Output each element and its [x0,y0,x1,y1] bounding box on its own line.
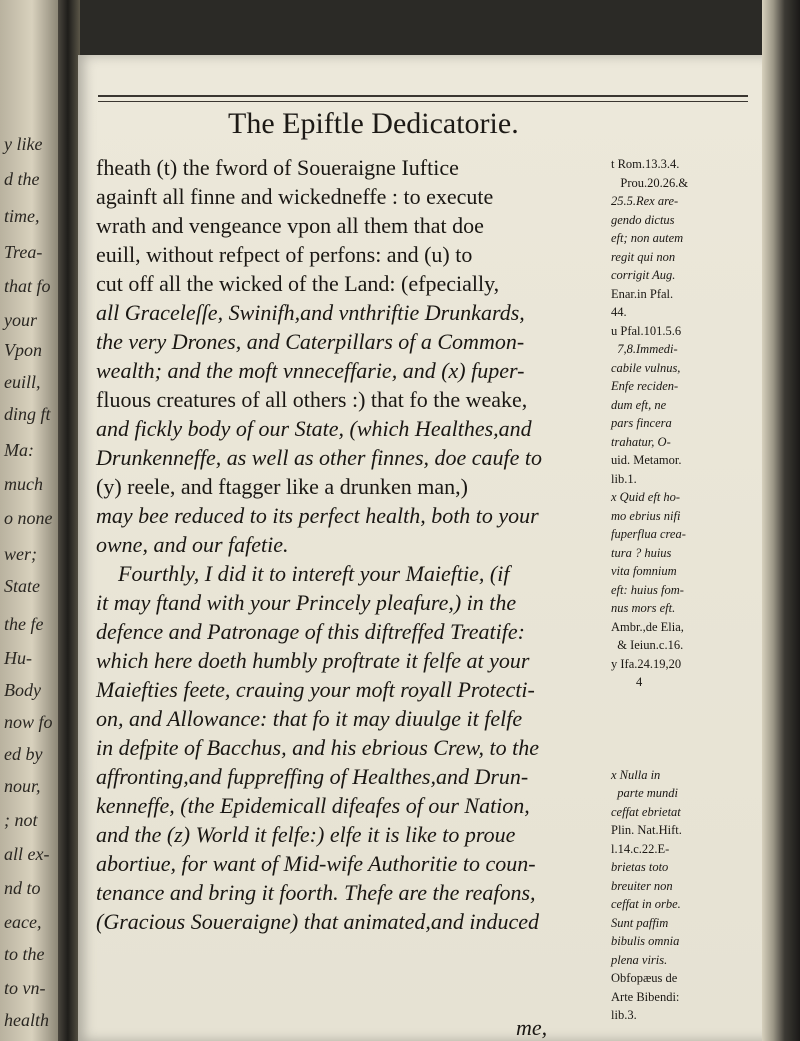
marginal-note-line: nus mors eft. [611,601,676,615]
marginal-note-line: y Ifa.24.19,20 [611,656,682,671]
marginal-note-line: cabile vulnus, [611,360,681,375]
marginal-note-line: fuperflua crea- [611,527,686,541]
marginal-note-line [611,710,761,729]
running-head: The Epiftle Dedicatorie. [228,107,519,140]
text-line: wrath and vengeance vpon all them that doe [96,213,484,238]
text-line: and the (z) World it felfe:) elfe it is like to proue [96,822,516,847]
marginal-note-line: ceffat ebrietat [611,804,681,819]
text-line: wealth; and the moft vnneceffarie, and (x) fuper- [96,358,525,383]
marginal-note-line: & Ieiun.c.16. [611,638,684,652]
facing-page-fragment: the fe [4,614,44,634]
marginal-note-line: bibulis omnia [611,934,680,948]
text-line: in defpite of Bacchus, and his ebrious Crew, to the [96,735,540,760]
marginal-note-line: l.14.c.22.E- [611,841,670,856]
facing-page-fragment: Trea- [4,242,43,262]
header-rule-thin [98,101,748,102]
marginal-note-line: vita fomnium [611,564,677,578]
marginal-note-line: t Rom.13.3.4. [611,157,680,171]
marginal-note-line: breuiter non [611,878,673,893]
catchword: me, [516,1015,548,1040]
marginal-note-line: tura ? huius [611,545,672,560]
facing-page-fragment: ding ft [4,404,51,424]
text-line: againft all finne and wickedneffe : to execute [96,184,494,209]
facing-page-fragment: Ma: [4,440,34,460]
marginal-note-line [611,747,761,766]
marginal-note-line: mo ebrius nifi [611,508,681,523]
marginal-note-line: eft: huius fom- [611,582,684,597]
facing-page-fragment: d the [4,169,40,189]
text-line: tenance and bring it foorth. Thefe are the reafons, [96,880,536,905]
marginal-note-line: plena viris. [611,952,668,967]
facing-page-fragment: Hu- [4,648,32,668]
facing-page-fragment: euill, [4,372,41,392]
text-line: kenneffe, (the Epidemicall difeafes of our Nation, [96,793,530,818]
text-line: euill, without refpect of perfons: and (u) to [96,242,473,267]
text-line: and fickly body of our State, (which Healthes,and [96,416,532,441]
facing-page-fragment: ed by [4,744,43,764]
text-line: it may ftand with your Princely pleafure,) in the [96,590,517,615]
marginal-note-line: Prou.20.26.& [611,175,689,190]
marginal-note-line: Enfe reciden- [611,379,679,393]
text-line: which here doeth humbly proftrate it felfe at your [96,648,530,673]
marginal-note-line [611,729,761,748]
facing-page-fragment: eace, [4,912,42,932]
marginal-note-line: Ambr.,de Elia, [611,619,684,634]
text-line: may bee reduced to its perfect health, both to your [96,503,539,528]
text-line: fheath (t) the fword of Soueraigne Iuftice [96,155,459,180]
marginal-note-line: 44. [611,305,627,319]
facing-page-fragment: that fo [4,276,51,296]
facing-page-fragment: y like [4,134,43,154]
facing-page-fragment: to vn- [4,978,46,998]
marginal-note-line: Sunt paffim [611,915,669,930]
text-line: the very Drones, and Caterpillars of a Common- [96,329,525,354]
marginal-note-line: corrigit Aug. [611,268,676,282]
marginal-note-line: 4 [611,675,643,689]
text-line: defence and Patronage of this diftreffed Treatife: [96,619,525,644]
marginal-note-line: parte mundi [611,786,679,800]
marginal-note-line [611,692,761,711]
main-text-block [96,153,596,936]
marginal-note-line: uid. Metamor. [611,453,682,467]
facing-page-fragment: health [4,1010,49,1030]
marginal-note-line: eft; non autem [611,231,684,245]
marginal-note-line: Enar.in Pfal. [611,286,674,301]
marginal-notes [611,155,761,1025]
facing-page-fragment: State [4,576,40,596]
text-line: affronting,and fuppreffing of Healthes,and Drun- [96,764,529,789]
marginal-note-line: gendo dictus [611,212,675,227]
text-line: on, and Allowance: that fo it may diuulge it felfe [96,706,523,731]
marginal-note-line: Obfopæus de [611,971,678,985]
marginal-note-line: trahatur, O- [611,434,671,449]
text-line: abortiue, for want of Mid-wife Authoritie to coun- [96,851,536,876]
marginal-note-line: x Nulla in [611,767,661,782]
text-line: Fourthly, I did it to intereft your Maieftie, (if [96,561,510,586]
marginal-note-line: 7,8.Immedi- [611,342,678,356]
facing-page-fragment: wer; [4,544,37,564]
facing-page-fragment: to the [4,944,45,964]
text-line: Drunkenneffe, as well as other finnes, doe caufe to [96,445,543,470]
facing-page-fragment: much [4,474,43,494]
marginal-note-line: dum eft, ne [611,397,667,412]
marginal-note-line: lib.3. [611,1008,637,1022]
text-line: owne, and our fafetie. [96,532,289,557]
book-page [78,55,768,1041]
marginal-note-line: brietas toto [611,860,669,874]
facing-page-fragment: now fo [4,712,53,732]
page-edge-right [762,0,800,1041]
text-line: cut off all the wicked of the Land: (efpecially, [96,271,500,296]
marginal-note-line: Plin. Nat.Hift. [611,823,682,837]
text-line: (Gracious Soueraigne) that animated,and induced [96,909,539,934]
marginal-note-line: Arte Bibendi: [611,989,680,1004]
facing-page-edge [0,0,58,1041]
marginal-note-line: x Quid eft ho- [611,490,681,504]
marginal-note-line: lib.1. [611,471,637,486]
facing-page-fragment: your [4,310,37,330]
marginal-note-line: ceffat in orbe. [611,897,681,911]
facing-page-fragment: all ex- [4,844,50,864]
facing-page-fragment: nour, [4,776,41,796]
facing-page-fragment: time, [4,206,40,226]
text-line: (y) reele, and ftagger like a drunken man,) [96,474,468,499]
marginal-note-line: 25.5.Rex are- [611,194,679,208]
text-line: Maiefties feete, crauing your moft royall Protecti- [96,677,535,702]
facing-page-fragment: Body [4,680,41,700]
text-line: all Graceleſſe, Swinifh,and vnthriftie Drunkards, [96,300,525,325]
facing-page-fragment: ; not [4,810,38,830]
facing-page-fragment: nd to [4,878,41,898]
facing-page-fragment: Vpon [4,340,42,360]
marginal-note-line: u Pfal.101.5.6 [611,323,682,338]
text-line: fluous creatures of all others :) that fo the weake, [96,387,528,412]
book-gutter [58,0,80,1041]
header-rule [98,95,748,97]
marginal-note-line: regit qui non [611,249,676,264]
facing-page-fragment: o none [4,508,53,528]
marginal-note-line: pars fincera [611,416,672,430]
